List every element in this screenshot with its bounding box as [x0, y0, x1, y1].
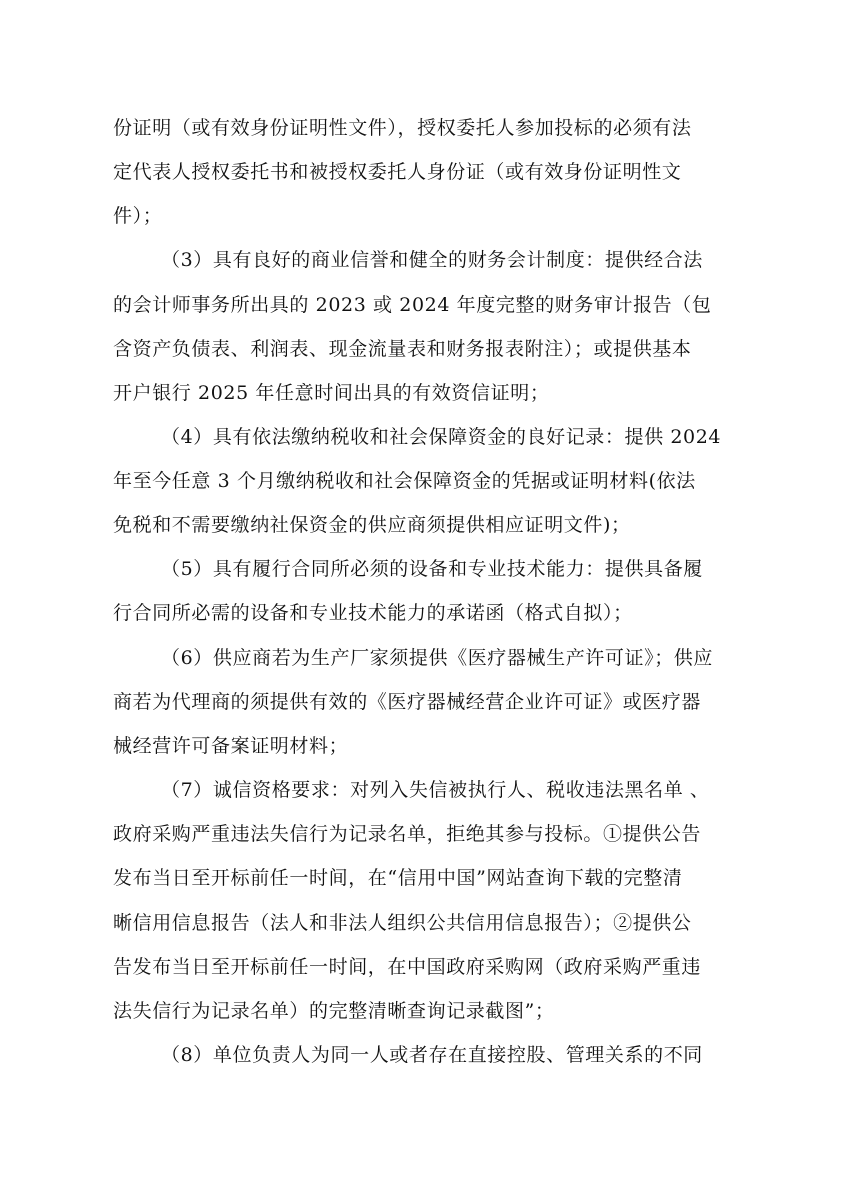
- text-line: 定代表人授权委托书和被授权委托人身份证（或有效身份证明性文: [113, 161, 682, 183]
- text-line: 发布当日至开标前任一时间，在“信用中国”网站查询下载的完整清: [113, 867, 683, 889]
- text-line: 免税和不需要缴纳社保资金的供应商须提供相应证明文件)；: [113, 514, 631, 536]
- paragraph-7-first-line: （7）诚信资格要求：对列入失信被执行人、税收违法黑名单 、: [161, 779, 710, 801]
- text-line: 件）；: [113, 205, 163, 227]
- text-line: 行合同所必需的设备和专业技术能力的承诺函（格式自拟）；: [113, 602, 633, 624]
- paragraph-4-first-line: （4）具有依法缴纳税收和社会保障资金的良好记录：提供 2024: [161, 426, 722, 448]
- text-line: 政府采购严重违法失信行为记录名单，拒绝其参与投标。①提供公告: [113, 823, 702, 845]
- text-line: 法失信行为记录名单）的完整清晰查询记录截图”；: [113, 1000, 555, 1022]
- text-line: 份证明（或有效身份证明性文件），授权委托人参加投标的必须有法: [113, 117, 692, 139]
- text-line: 械经营许可备案证明材料；: [113, 735, 349, 757]
- paragraph-5-first-line: （5）具有履行合同所必须的设备和专业技术能力：提供具备履: [161, 558, 703, 580]
- text-line: 年至今任意 3 个月缴纳税收和社会保障资金的凭据或证明材料(依法: [113, 470, 696, 492]
- paragraph-8-first-line: （8）单位负责人为同一人或者存在直接控股、管理关系的不同: [161, 1044, 703, 1066]
- paragraph-6-first-line: （6）供应商若为生产厂家须提供《医疗器械生产许可证》；供应: [161, 647, 713, 669]
- text-line: 告发布当日至开标前任一时间，在中国政府采购网（政府采购严重违: [113, 956, 702, 978]
- text-line: 商若为代理商的须提供有效的《医疗器械经营企业许可证》或医疗器: [113, 691, 702, 713]
- text-line: 含资产负债表、利润表、现金流量表和财务报表附注）；或提供基本: [113, 338, 692, 360]
- text-line: 开户银行 2025 年任意时间出具的有效资信证明；: [113, 382, 550, 404]
- paragraph-3-first-line: （3）具有良好的商业信誉和健全的财务会计制度：提供经合法: [161, 249, 703, 271]
- text-line: 晰信用信息报告（法人和非法人组织公共信用信息报告）；②提供公: [113, 912, 692, 934]
- text-line: 的会计师事务所出具的 2023 或 2024 年度完整的财务审计报告（包: [113, 294, 712, 316]
